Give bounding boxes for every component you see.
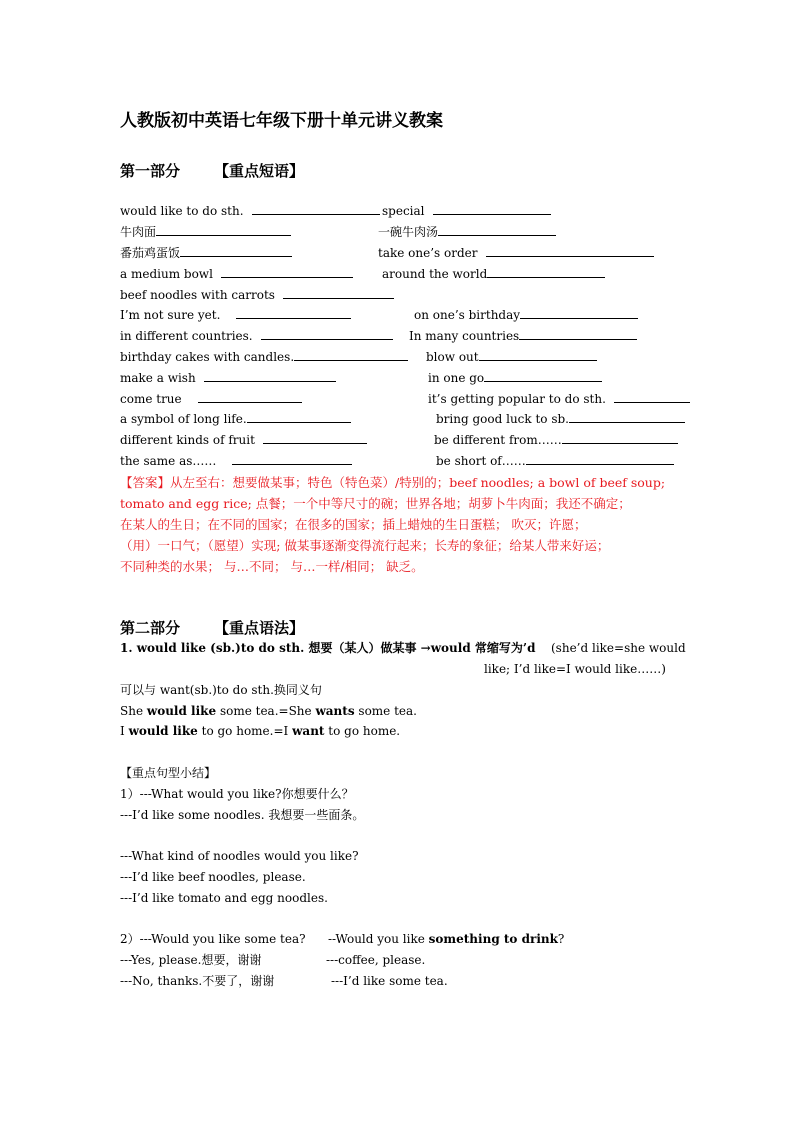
phrase-right: bring good luck to sb. xyxy=(436,411,685,427)
phrase-left: 番茄鸡蛋饭 xyxy=(120,245,292,261)
dialog-line: ---I’d like beef noodles, please. xyxy=(120,870,306,884)
phrase-right: blow out xyxy=(426,349,597,365)
phrase-left: the same as…… xyxy=(120,453,352,469)
summary-tag: 【重点句型小结】 xyxy=(120,766,217,780)
page-title: 人教版初中英语七年级下册十单元讲义教案 xyxy=(120,111,443,131)
phrase-left: 牛肉面 xyxy=(120,224,291,240)
grammar-rule: 1. would like (sb.)to do sth. 想要（某人）做某事 →would 常缩写为’d xyxy=(120,641,536,655)
dialog-line: ---I’d like tomato and egg noodles. xyxy=(120,891,328,905)
part1-heading: 第一部分 xyxy=(120,162,181,180)
dialog-line: ---What kind of noodles would you like? xyxy=(120,849,359,863)
phrase-left: a symbol of long life. xyxy=(120,411,351,427)
phrase-left: make a wish xyxy=(120,370,336,386)
answer-line: （用）一口气；（愿望）实现; 做某事逐渐变得流行起来；长寿的象征；给某人带来好运； xyxy=(120,538,610,553)
phrase-right: around the world xyxy=(382,266,605,282)
phrase-left: I’m not sure yet. xyxy=(120,307,351,323)
phrase-right: In many countries xyxy=(409,328,637,344)
grammar-swap: 可以与 want(sb.)to do sth.换同义句 xyxy=(120,683,322,697)
phrase-right: be different from…… xyxy=(434,432,678,448)
part1-tag: 【重点短语】 xyxy=(214,162,305,180)
phrase-left: different kinds of fruit xyxy=(120,432,367,448)
answer-line: tomato and egg rice; 点餐；一个中等尺寸的碗；世界各地；胡萝卜牛肉面；我还不确定； xyxy=(120,496,631,511)
part2-heading: 第二部分 xyxy=(120,619,181,637)
dialog-line: 2）---Would you like some tea? xyxy=(120,932,306,946)
phrase-left: come true xyxy=(120,391,302,407)
dialog-line: 1）---What would you like?你想要什么？ xyxy=(120,787,354,801)
dialog-line: ---I’d like some noodles. 我想要一些面条。 xyxy=(120,808,365,822)
answer-line: 在某人的生日；在不同的国家；在很多的国家；插上蜡烛的生日蛋糕； 吹灭；许愿； xyxy=(120,517,587,532)
phrase-right: 一碗牛肉汤 xyxy=(378,224,556,240)
dialog-line: ---coffee, please. xyxy=(326,953,426,967)
dialog-line: ---I’d like some tea. xyxy=(331,974,448,988)
answer-block xyxy=(120,472,680,577)
phrase-left: would like to do sth. xyxy=(120,203,380,219)
dialog-line: ---No, thanks.不要了，谢谢 xyxy=(120,974,275,988)
example-sentence: She would like some tea.=She wants some tea. xyxy=(120,704,417,718)
answer-line: 不同种类的水果； 与…不同； 与…一样/相同； 缺乏。 xyxy=(120,559,424,574)
phrase-right: special xyxy=(382,203,551,219)
phrase-right: on one’s birthday xyxy=(414,307,638,323)
phrase-left: in different countries. xyxy=(120,328,393,344)
phrase-right: take one’s order xyxy=(378,245,654,261)
phrase-left: beef noodles with carrots xyxy=(120,287,394,303)
grammar-note: like; I’d like=I would like……) xyxy=(484,662,666,676)
phrase-right: in one go xyxy=(428,370,602,386)
dialog-line: ---Yes, please.想要，谢谢 xyxy=(120,953,262,967)
part2-tag: 【重点语法】 xyxy=(214,619,305,637)
phrase-left: a medium bowl xyxy=(120,266,353,282)
example-sentence: I would like to go home.=I want to go home. xyxy=(120,724,401,738)
answer-line: 【答案】从左至右：想要做某事；特色（特色菜）/特别的；beef noodles; a bowl of beef soup; xyxy=(120,475,666,490)
dialog-line: --Would you like something to drink? xyxy=(328,932,565,946)
phrase-right: it’s getting popular to do sth. xyxy=(428,391,690,407)
grammar-note: (she’d like=she would xyxy=(551,641,686,655)
phrase-right: be short of…… xyxy=(436,453,674,469)
phrase-left: birthday cakes with candles. xyxy=(120,349,408,365)
